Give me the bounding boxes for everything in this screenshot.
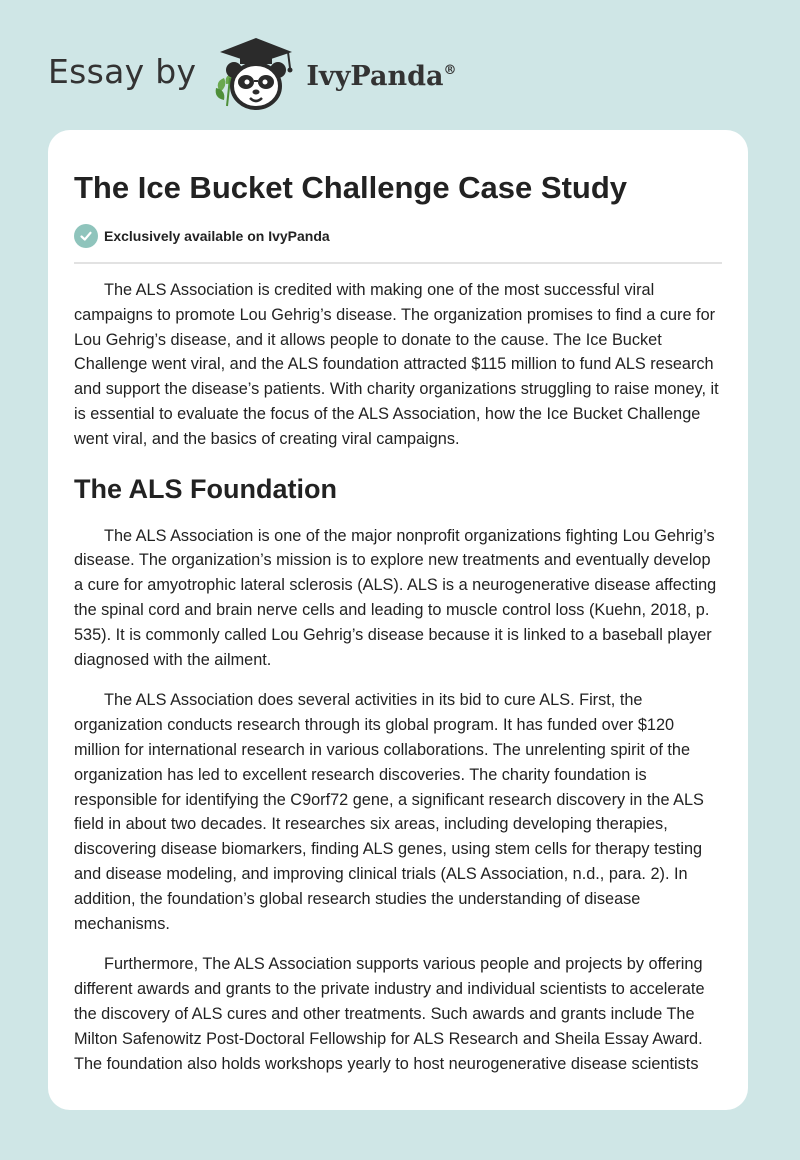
essay-card xyxy=(48,130,748,1110)
page-title: The Ice Bucket Challenge Case Study xyxy=(74,170,628,205)
panda-logo-icon xyxy=(210,34,302,114)
body-paragraph: The ALS Association does several activities in its bid to cure ALS. First, the organization conducts research through its global program. It has funded over $120 million for international research in various collaborations. The unrelenting spirit of the organization has led to excellent research discoveries. The charity foundation is responsible for identifying the C9orf72 gene, a significant research discovery in the ALS field in about two decades. It researches six areas, including developing therapies, discovering disease biomarkers, finding ALS genes, using stem cells for therapy testing and disease modeling, and improving clinical trials (ALS Association, n.d., para. 2). In addition, the foundation’s global research studies the understanding of disease mechanisms. xyxy=(74,691,704,933)
body-paragraph: The ALS Association is one of the major nonprofit organizations fighting Lou Gehrig’s disease. The organization’s mission is to explore new treatments and eventually develop a cure for amyotrophic lateral sclerosis (ALS). ALS is a neurogenerative disease affecting the spinal cord and brain nerve cells and leading to muscle control loss (Kuehn, 2018, p. 535). It is commonly called Lou Gehrig’s disease because it is linked to a baseball player diagnosed with the ailment. xyxy=(74,526,717,669)
intro-paragraph: The ALS Association is credited with making one of the most successful viral campaigns to promote Lou Gehrig’s disease. The organization promises to find a cure for Lou Gehrig’s disease, and it allows people to donate to the cause. The Ice Bucket Challenge went viral, and the ALS foundation attracted $115 million to fund ALS research and support the disease’s patients. With charity organizations struggling to raise money, it is essential to evaluate the focus of the ALS Association, how the Ice Bucket Challenge went viral, and the basics of creating viral campaigns. xyxy=(74,281,719,448)
badge-label: Exclusively available on IvyPanda xyxy=(104,228,330,244)
body-paragraph: Furthermore, The ALS Association supports various people and projects by offering different awards and grants to the private industry and individual scientists to accelerate the discovery of ALS cures and other treatments. Such awards and grants include The Milton Safenowitz Post-Doctoral Fellowship for ALS Research and Sheila Essay Award. The foundation also holds workshops yearly to host neurogenerative disease scientists xyxy=(74,955,705,1073)
brand-prefix: Essay by xyxy=(48,51,197,91)
brand-name: IvyPanda® xyxy=(306,60,457,92)
site-brand[interactable] xyxy=(48,34,456,114)
exclusive-badge xyxy=(74,224,722,248)
section-heading: The ALS Foundation xyxy=(74,473,337,504)
check-icon xyxy=(74,224,98,248)
divider xyxy=(74,262,722,264)
